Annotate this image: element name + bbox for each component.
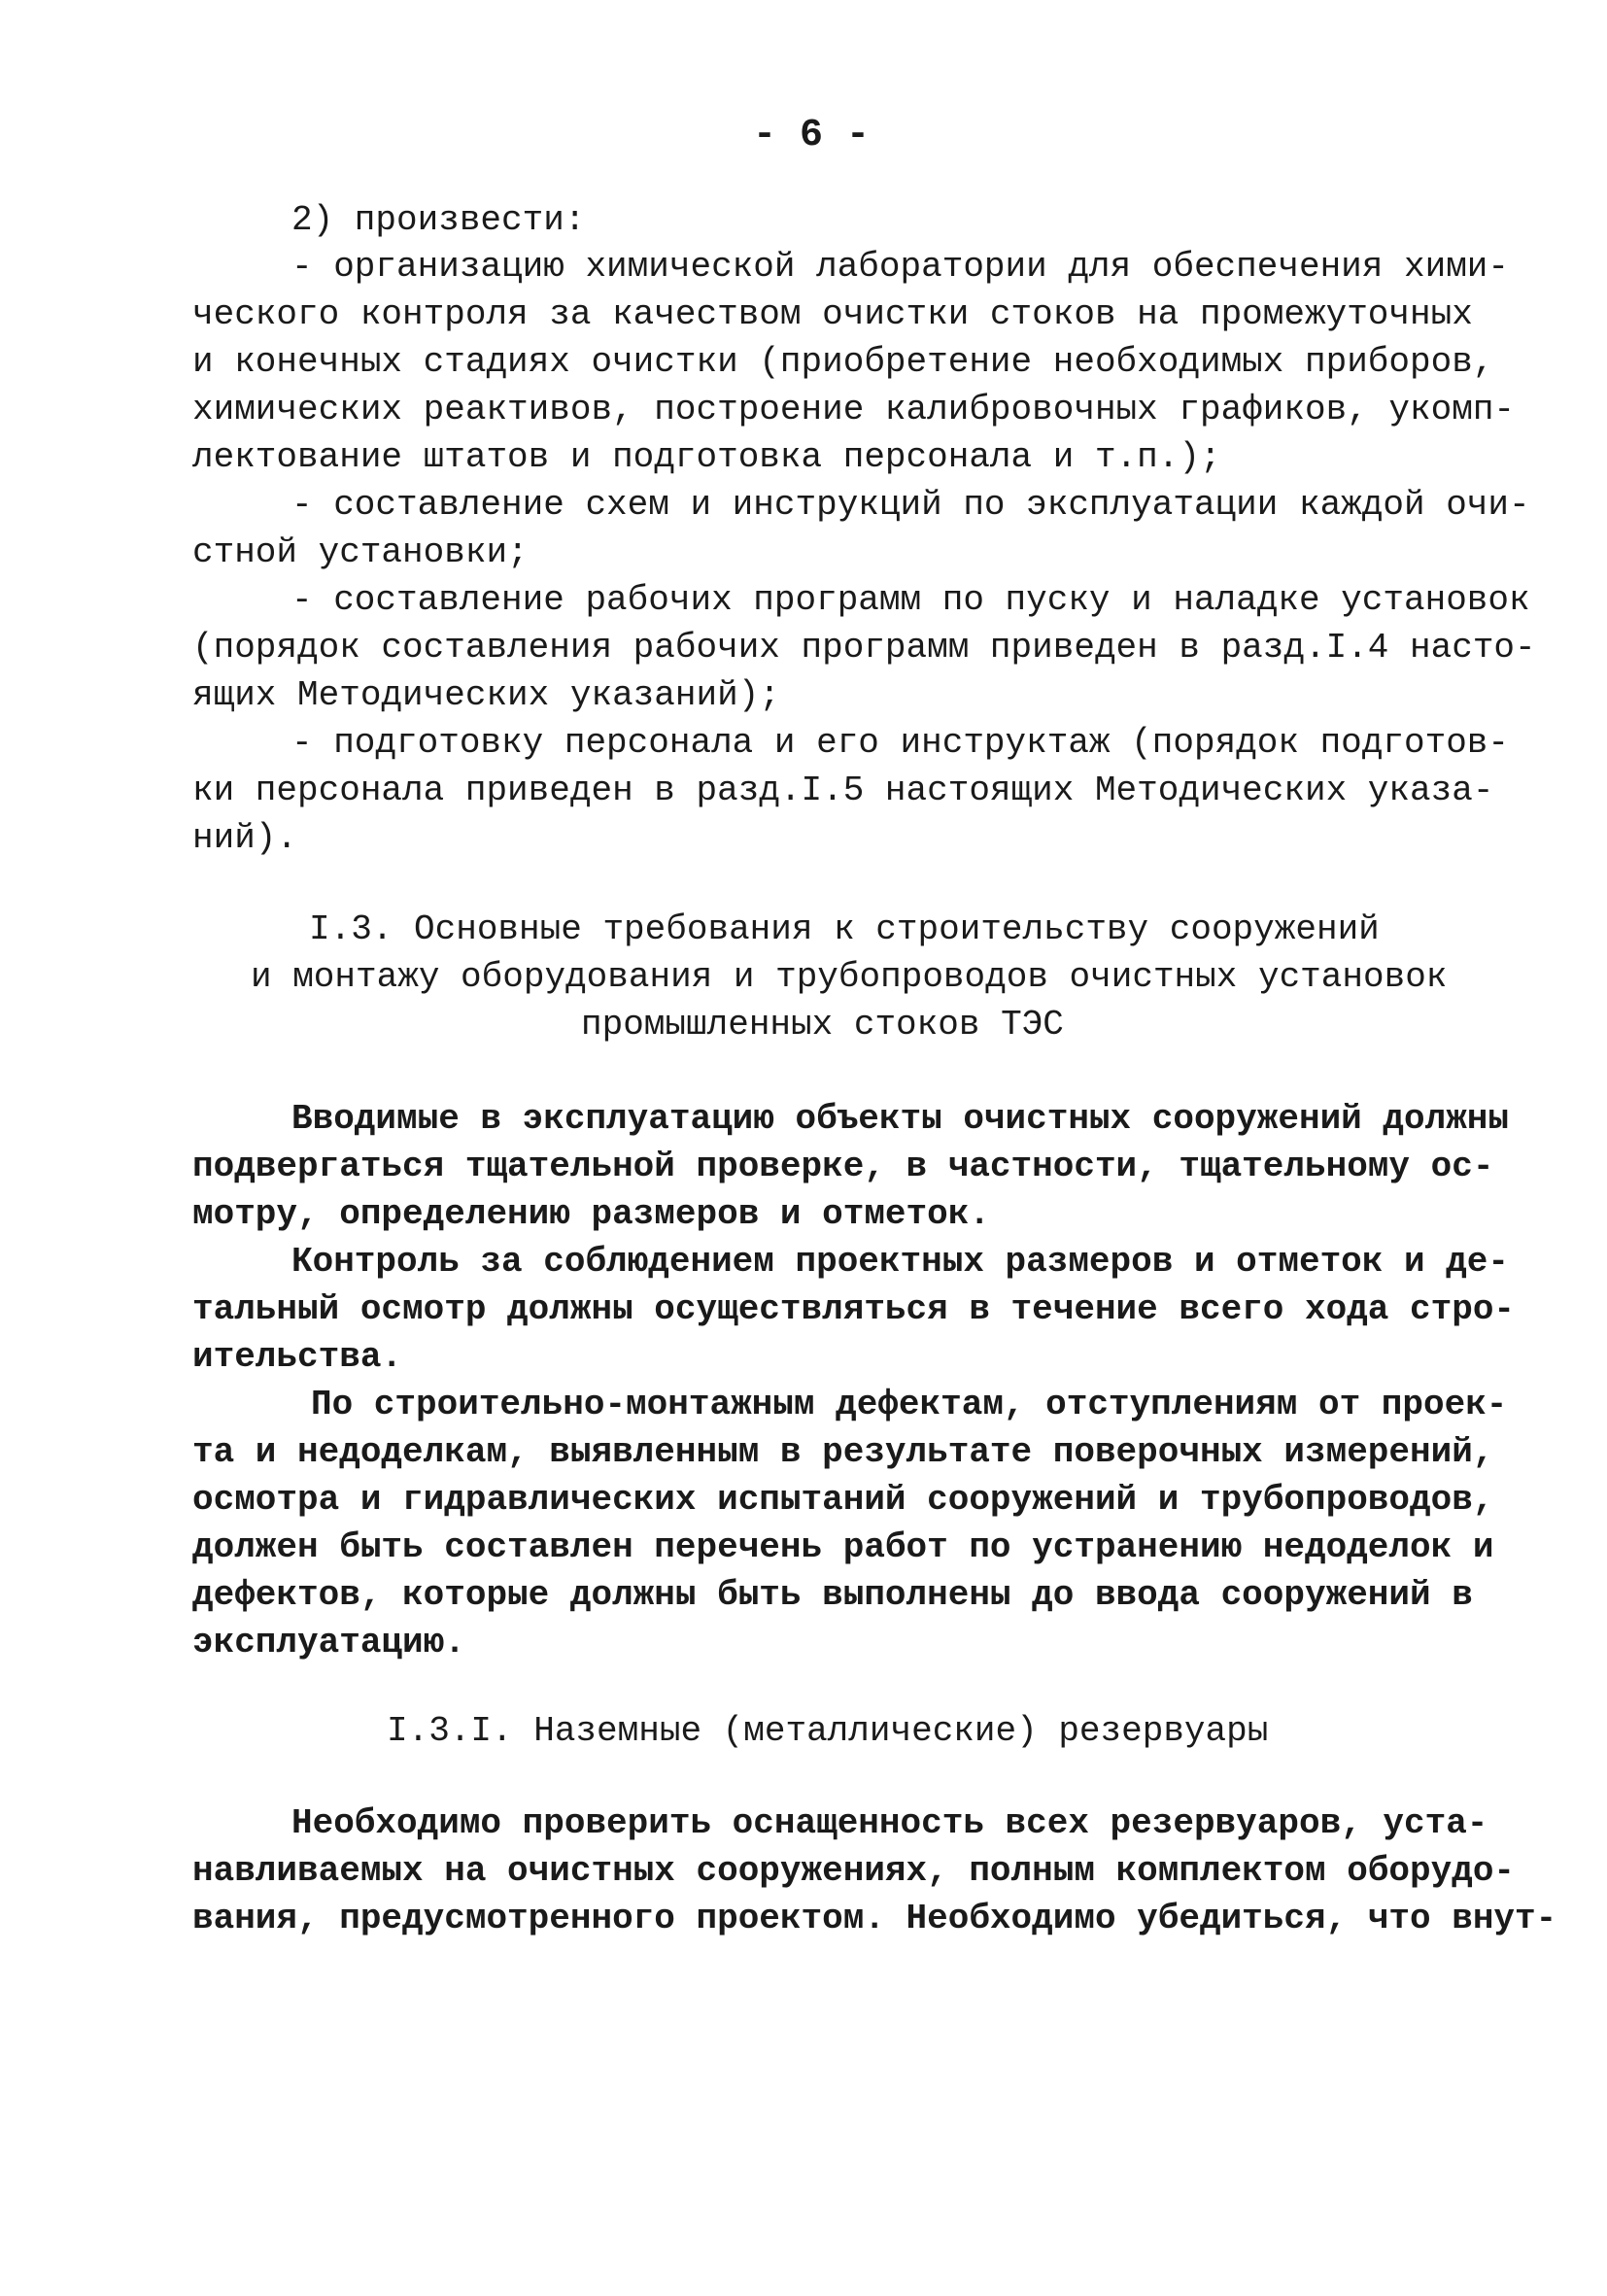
paragraph-line: Необходимо проверить оснащенность всех резервуаров, уста-: [291, 1803, 1488, 1843]
paragraph-line: Контроль за соблюдением проектных размеров и отметок и де-: [291, 1242, 1510, 1282]
list-item-line: - составление схем и инструкций по эксплуатации каждой очи-: [291, 485, 1530, 525]
paragraph-line: ительства.: [192, 1337, 403, 1377]
paragraph-line: навливаемых на очистных сооружениях, полным комплектом оборудо-: [192, 1851, 1516, 1891]
list-item-line: ний).: [192, 818, 298, 858]
list-item-line: ящих Методических указаний);: [192, 675, 780, 715]
page-number: - 6 -: [753, 114, 871, 157]
list-item-line: (порядок составления рабочих программ приведен в разд.I.4 насто-: [192, 628, 1536, 668]
subsection-heading: I.3.I. Наземные (металлические) резервуары: [387, 1711, 1269, 1751]
paragraph-line: тальный осмотр должны осуществляться в течение всего хода стро-: [192, 1289, 1516, 1329]
list-item-line: - подготовку персонала и его инструктаж (порядок подготов-: [291, 723, 1510, 763]
list-item-line: ческого контроля за качеством очистки стоков на промежуточных: [192, 294, 1473, 334]
paragraph-line: Вводимые в эксплуатацию объекты очистных сооружений должны: [291, 1099, 1510, 1139]
list-intro: 2) произвести:: [291, 200, 586, 240]
paragraph-line: мотру, определению размеров и отметок.: [192, 1194, 990, 1234]
list-item-line: химических реактивов, построение калибровочных графиков, укомп-: [192, 390, 1516, 429]
paragraph-line: осмотра и гидравлических испытаний сооружений и трубопроводов,: [192, 1480, 1494, 1520]
section-heading-line: I.3. Основные требования к строительству сооружений: [309, 909, 1380, 949]
list-item-line: ки персонала приведен в разд.I.5 настоящих Методических указа-: [192, 771, 1494, 810]
paragraph-line: эксплуатацию.: [192, 1623, 465, 1662]
list-item-line: и конечных стадиях очистки (приобретение необходимых приборов,: [192, 342, 1494, 382]
paragraph-line: По строительно-монтажным дефектам, отступлениям от проек-: [311, 1385, 1508, 1424]
list-item-line: лектование штатов и подготовка персонала и т.п.);: [192, 437, 1221, 477]
list-item-line: - организацию химической лаборатории для обеспечения хими-: [291, 247, 1510, 287]
paragraph-line: та и недоделкам, выявленным в результате поверочных измерений,: [192, 1432, 1494, 1472]
paragraph-line: вания, предусмотренного проектом. Необходимо убедиться, что внут-: [192, 1899, 1557, 1938]
section-heading-line: промышленных стоков ТЭС: [581, 1005, 1064, 1045]
paragraph-line: должен быть составлен перечень работ по устранению недоделок и: [192, 1527, 1494, 1567]
section-heading-line: и монтажу оборудования и трубопроводов очистных установок: [251, 957, 1448, 997]
paragraph-line: дефектов, которые должны быть выполнены до ввода сооружений в: [192, 1575, 1473, 1615]
paragraph-line: подвергаться тщательной проверке, в частности, тщательному ос-: [192, 1147, 1494, 1186]
list-item-line: стной установки;: [192, 532, 529, 572]
list-item-line: - составление рабочих программ по пуску и наладке установок: [291, 580, 1530, 620]
